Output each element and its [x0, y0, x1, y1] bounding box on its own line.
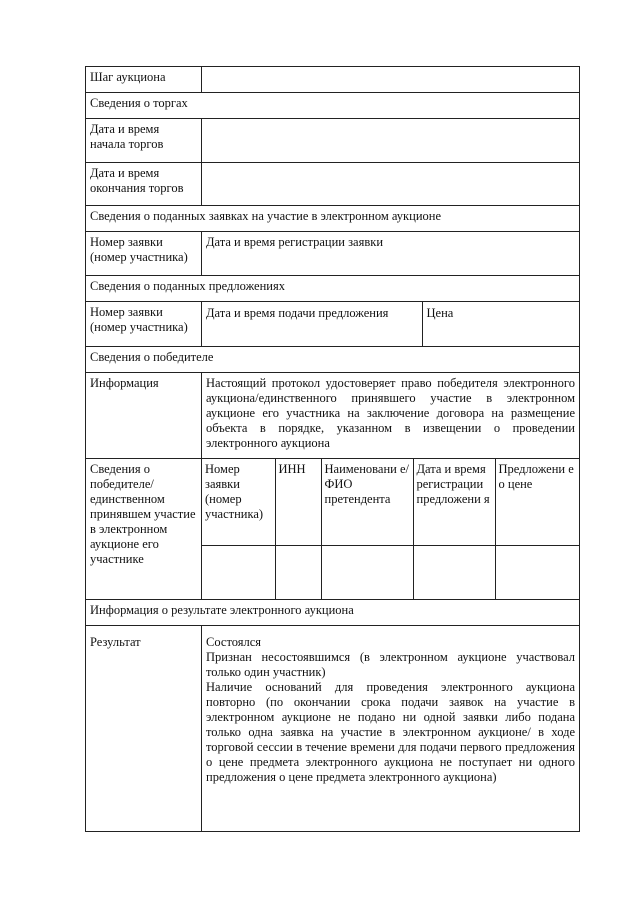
winner-inner-value-row: [202, 545, 579, 599]
offer-price-label: Цена: [426, 306, 454, 320]
winner-inner-table: [202, 459, 579, 599]
result-failed: Признан несостоявшимся (в электронном аукционе участвовал только один участник): [206, 650, 575, 679]
winner-inner-header-row: [202, 459, 579, 545]
winner-value-price[interactable]: [495, 545, 579, 599]
app-number-label: Номер заявки (номер участника): [86, 232, 202, 276]
end-value[interactable]: [202, 163, 580, 206]
trade-info-header: Сведения о торгах: [86, 93, 580, 119]
end-row: [86, 163, 580, 206]
start-row: [86, 119, 580, 163]
result-header: Информация о результате электронного аукциона: [86, 600, 580, 626]
offers-header: Сведения о поданных предложениях: [86, 276, 580, 302]
winner-col-number: Номер заявки (номер участника): [202, 459, 275, 545]
applications-row: [86, 206, 580, 232]
result-grounds: Наличие оснований для проведения электронного аукциона повторно (по окончании срока подачи заявок на участие в электронном аукционе не подано ни одной заявки либо подана только одна заявка на участие в электронном аукционе/ в ходе торговой сессии в течение времени для подачи первого предложения о цене предмета электронного аукциона не поступает ни одного предложения о цене предмета электронного аукциона): [206, 680, 575, 784]
start-label: Дата и время начала торгов: [86, 119, 202, 163]
winner-col-reg-time: Дата и время регистрации предложени я: [413, 459, 495, 545]
winner-header: Сведения о победителе: [86, 347, 580, 373]
winner-details-cell: [202, 459, 580, 600]
winner-value-inn[interactable]: [275, 545, 321, 599]
applications-header: Сведения о поданных заявках на участие в электронном аукционе: [86, 206, 580, 232]
winner-row: [86, 347, 580, 373]
end-label: Дата и время окончания торгов: [86, 163, 202, 206]
start-value[interactable]: [202, 119, 580, 163]
offers-row: [86, 276, 580, 302]
auction-protocol-form: [85, 66, 579, 842]
winner-col-inn: ИНН: [275, 459, 321, 545]
winner-details-label: Сведения о победителе/ единственном принявшем участие в электронном аукционе его участнике: [86, 459, 202, 600]
result-label: Результат: [86, 626, 202, 832]
protocol-table: [85, 66, 580, 832]
step-row: [86, 67, 580, 93]
winner-value-reg-time[interactable]: [413, 545, 495, 599]
result-held: Состоялся: [206, 635, 262, 649]
offer-time-label: Дата и время подачи предложения: [202, 302, 422, 346]
step-label: Шаг аукциона: [86, 67, 202, 93]
trade-info-row: [86, 93, 580, 119]
winner-value-number[interactable]: [202, 545, 275, 599]
winner-details-row: [86, 459, 580, 600]
result-text: [202, 626, 580, 832]
info-row: [86, 373, 580, 459]
info-text: Настоящий протокол удостоверяет право победителя электронного аукциона/единственного принявшего участие в электронном аукционе его участника на заключение договора на размещение объекта в порядке, указанном в извещении о проведении электронного аукциона: [202, 373, 580, 459]
offer-number-label: Номер заявки (номер участника): [86, 302, 202, 347]
winner-value-name[interactable]: [321, 545, 413, 599]
applications-sub-row: [86, 232, 580, 276]
result-row: [86, 626, 580, 832]
result-header-row: [86, 600, 580, 626]
info-label: Информация: [86, 373, 202, 459]
step-value[interactable]: [202, 67, 580, 93]
offers-inner-table: [202, 302, 579, 346]
app-reg-label: Дата и время регистрации заявки: [202, 232, 580, 276]
winner-col-name: Наименовани е/ФИО претендента: [321, 459, 413, 545]
offers-sub-row: [86, 302, 580, 347]
winner-col-price: Предложени е о цене: [495, 459, 579, 545]
offers-sub-cell: [202, 302, 580, 347]
